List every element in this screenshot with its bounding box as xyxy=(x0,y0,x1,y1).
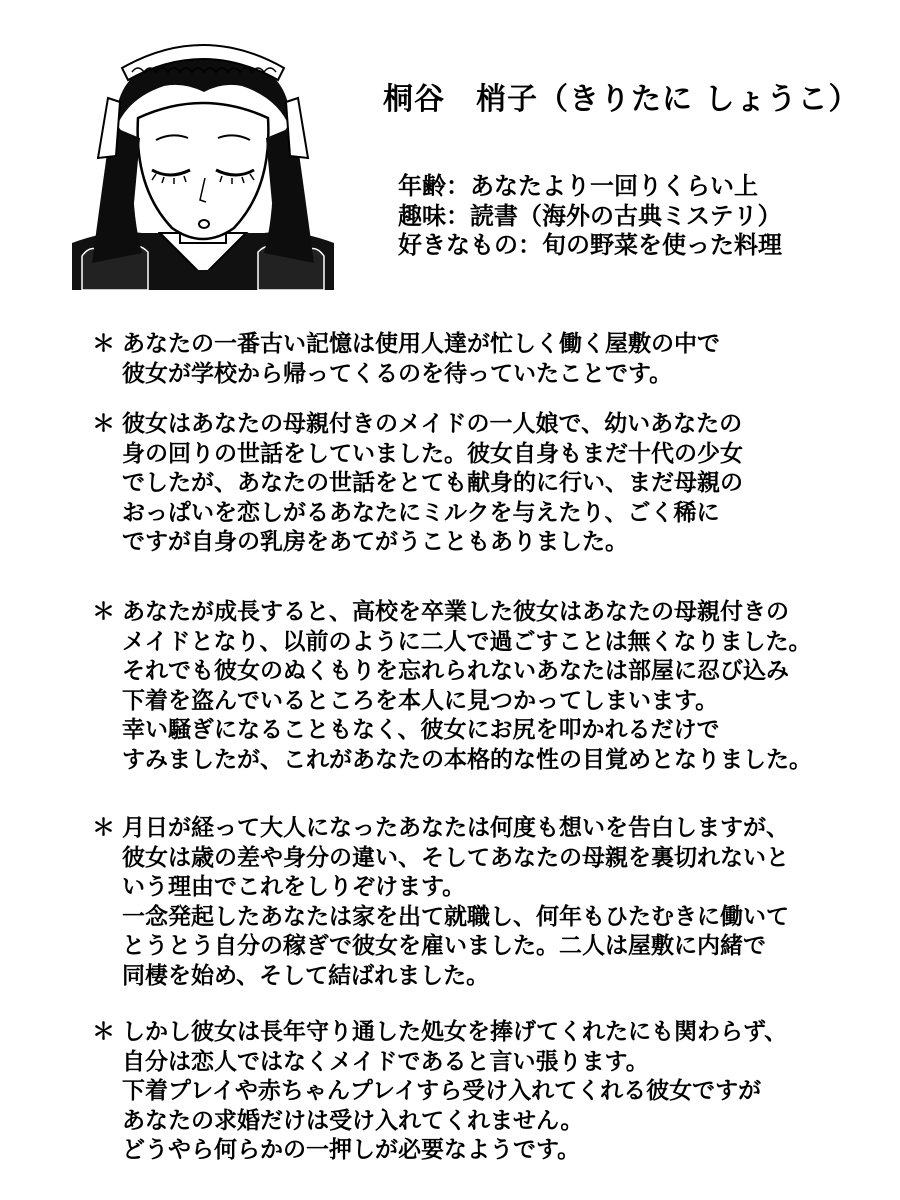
section-line: でしたが、あなたの世話をとても献身的に行い、まだ母親の xyxy=(122,470,743,496)
backstory-section-1 xyxy=(92,330,892,389)
maid-portrait-illustration xyxy=(72,28,334,290)
bullet-mark: ＊ xyxy=(92,815,115,841)
bullet-mark: ＊ xyxy=(92,411,115,437)
section-line: 下着プレイや赤ちゃんプレイすら受け入れてくれる彼女ですが xyxy=(122,1078,762,1104)
profile-hobby: 趣味：読書（海外の古典ミステリ） xyxy=(398,201,782,230)
section-line: とうとう自分の稼ぎで彼女を雇いました。二人は屋敷に内緒で xyxy=(122,933,766,959)
section-line: ＊ しかし彼女は長年守り通した処女を捧げてくれたにも関わらず、 xyxy=(92,1018,892,1048)
section-line: ＊ あなたが成長すると、高校を卒業した彼女はあなたの母親付きの xyxy=(92,598,892,628)
section-line: 幸い騒ぎになることもなく、彼女にお尻を叩かれるだけで xyxy=(122,717,720,743)
section-line: 身の回りの世話をしていました。彼女自身もまだ十代の少女 xyxy=(122,440,743,467)
character-portrait xyxy=(72,28,334,290)
profile-favorite: 好きなもの：旬の野菜を使った料理 xyxy=(398,231,782,259)
section-line: 一念発起したあなたは家を出て就職し、何年もひたむきに働いて xyxy=(122,903,789,930)
section-line: おっぱいを恋しがるあなたにミルクを与えたり、ごく稀に xyxy=(122,499,720,526)
bullet-mark: ＊ xyxy=(92,331,115,357)
section-line: それでも彼女のぬくもりを忘れられないあなたは部屋に忍び込み xyxy=(122,658,789,684)
section-line: すみましたが、これがあなたの本格的な性の目覚めとなりました。 xyxy=(122,746,812,773)
character-name: 桐谷 梢子（きりたに しょうこ） xyxy=(383,82,860,117)
backstory-section-3 xyxy=(92,598,892,775)
section-line: 下着を盗んでいるところを本人に見つかってしまいます。 xyxy=(122,687,719,714)
section-line: ですが自身の乳房をあてがうこともありました。 xyxy=(122,529,628,555)
profile-age: 年齢：あなたより一回りくらい上 xyxy=(398,172,758,200)
bullet-mark: ＊ xyxy=(92,599,115,625)
section-line: 彼女は歳の差や身分の違い、そしてあなたの母親を裏切れないと xyxy=(122,844,789,871)
section-line: ＊ あなたの一番古い記憶は使用人達が忙しく働く屋敷の中で xyxy=(92,330,892,360)
section-line: いう理由でこれをしりぞけます。 xyxy=(122,874,466,900)
character-profile xyxy=(398,172,893,261)
bullet-mark: ＊ xyxy=(92,1019,115,1045)
section-line: あなたの求婚だけは受け入れてくれません。 xyxy=(122,1107,584,1134)
backstory-section-5 xyxy=(92,1018,892,1166)
section-line: 彼女が学校から帰ってくるのを待っていたことです。 xyxy=(122,360,673,387)
section-line: メイドとなり、以前のように二人で過ごすことは無くなりました。 xyxy=(122,628,812,655)
section-line: 自分は恋人ではなくメイドであると言い張ります。 xyxy=(122,1048,649,1075)
section-line: 同棲を始め、そして結ばれました。 xyxy=(122,962,490,989)
backstory-section-2 xyxy=(92,410,892,558)
backstory-section-4 xyxy=(92,814,892,991)
section-line: どうやら何らかの一押しが必要なようです。 xyxy=(122,1137,581,1163)
section-line: ＊ 月日が経って大人になったあなたは何度も想いを告白しますが、 xyxy=(92,814,892,844)
section-line: ＊ 彼女はあなたの母親付きのメイドの一人娘で、幼いあなたの xyxy=(92,410,892,440)
